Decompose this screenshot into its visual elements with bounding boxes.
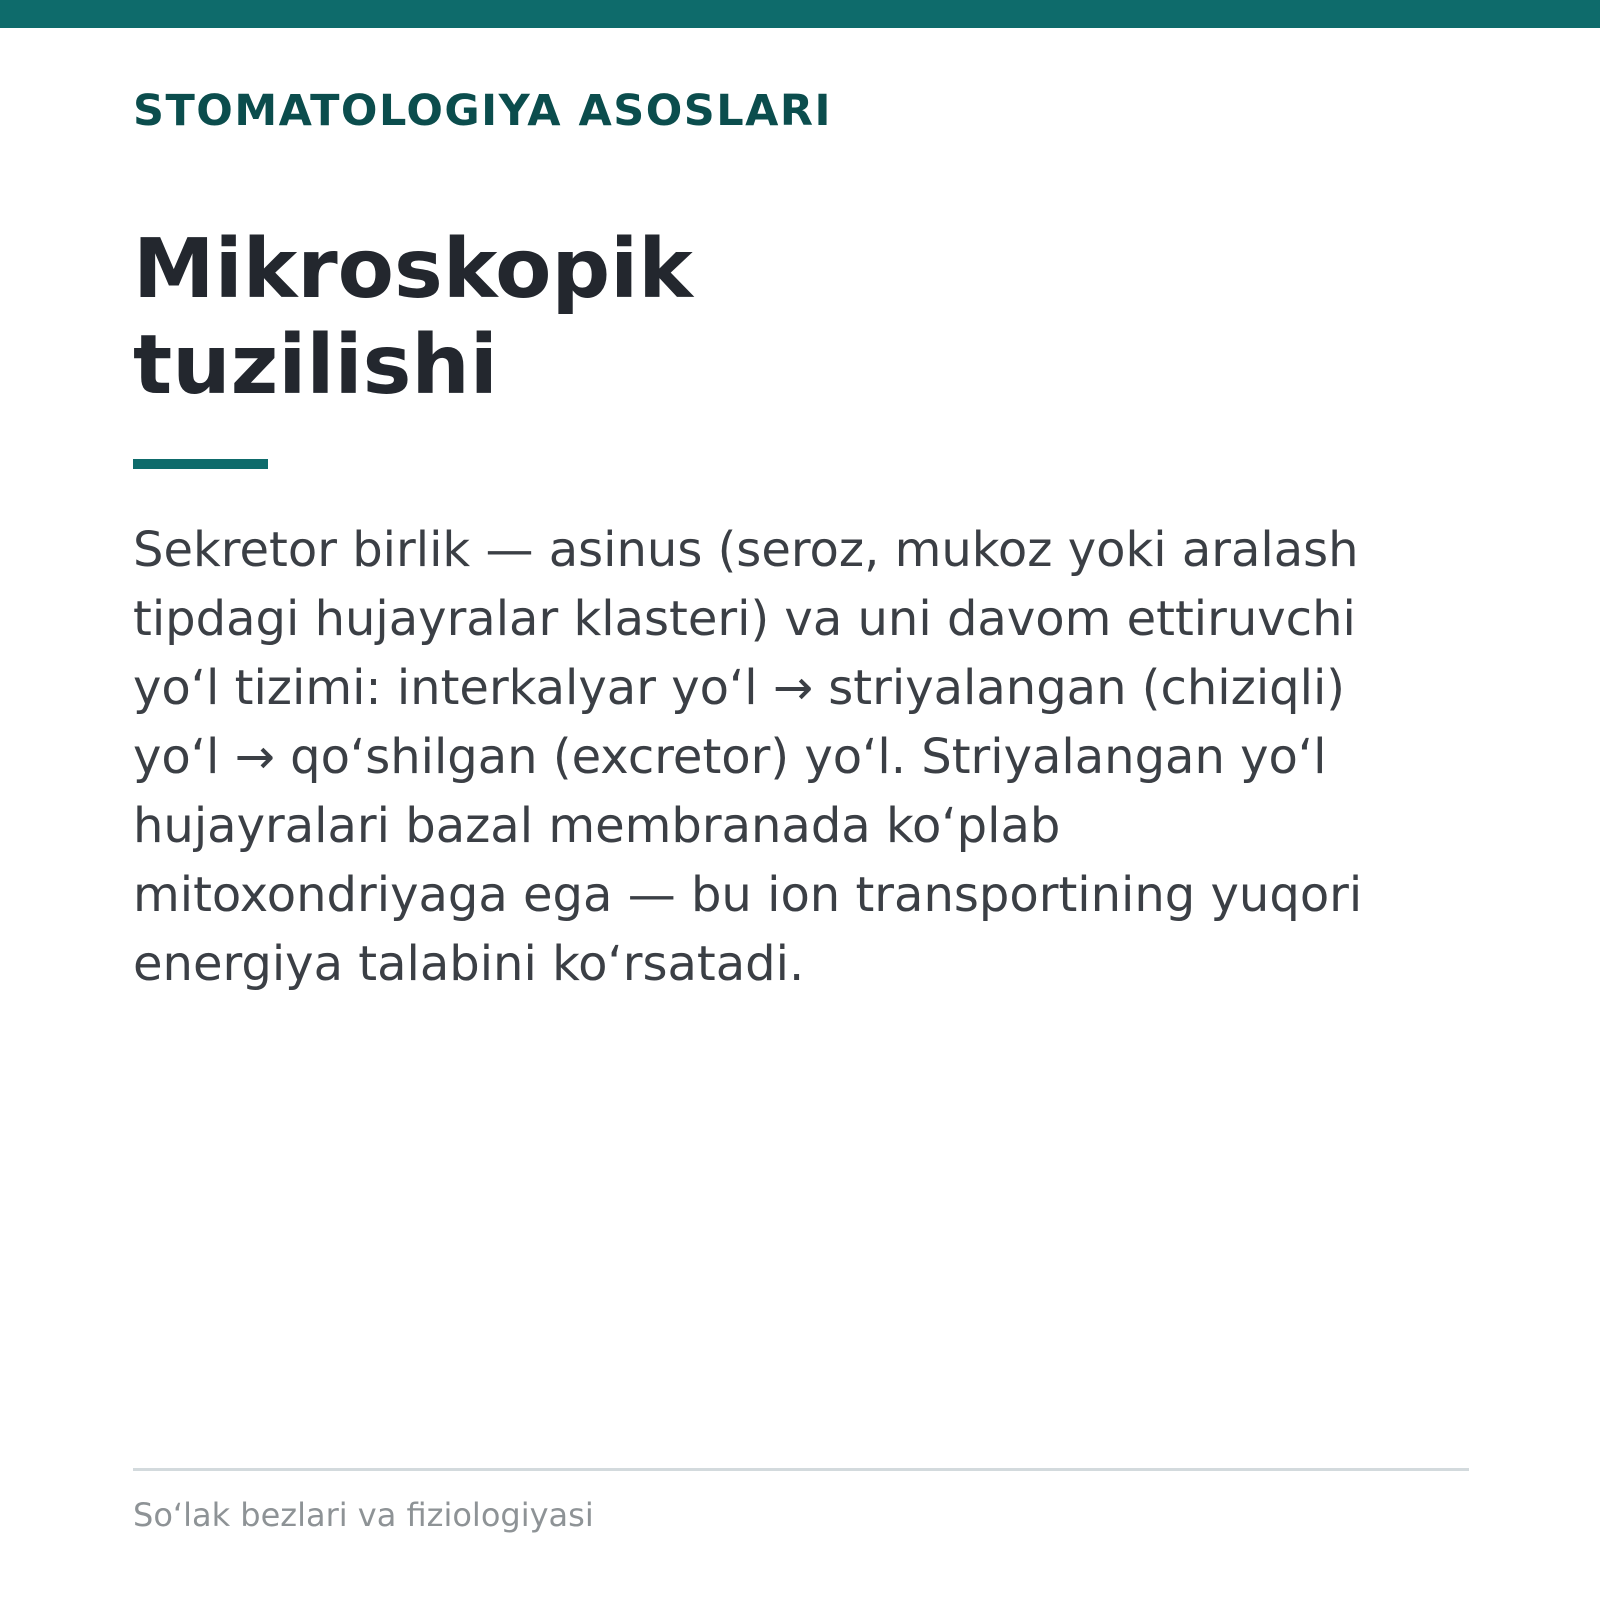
section-kicker: STOMATOLOGIYA ASOSLARI xyxy=(133,86,833,136)
body-line: tipdagi hujayralar klasteri) va uni davom ettiruvchi xyxy=(133,591,1356,647)
body-line: energiya talabini ko‘rsatadi. xyxy=(133,936,805,992)
title-line: tuzilishi xyxy=(133,318,498,413)
body-paragraph xyxy=(133,516,1473,999)
footer-divider xyxy=(133,1468,1469,1471)
title-accent-rule xyxy=(133,459,268,469)
body-line: yo‘l → qo‘shilgan (excretor) yo‘l. Striyalangan yo‘l xyxy=(133,729,1327,785)
title-line: Mikroskopik xyxy=(133,222,693,317)
top-accent-band xyxy=(0,0,1600,28)
body-line: mitoxondriyaga ega — bu ion transportining yuqori xyxy=(133,867,1363,923)
body-line: yo‘l tizimi: interkalyar yo‘l → striyalangan (chiziqli) xyxy=(133,660,1346,716)
page-title xyxy=(133,222,933,414)
body-line: hujayralari bazal membranada ko‘plab xyxy=(133,798,1061,854)
body-line: Sekretor birlik — asinus (seroz, mukoz yoki aralash xyxy=(133,522,1359,578)
footer-caption: So‘lak bezlari va fiziologiyasi xyxy=(133,1496,594,1534)
